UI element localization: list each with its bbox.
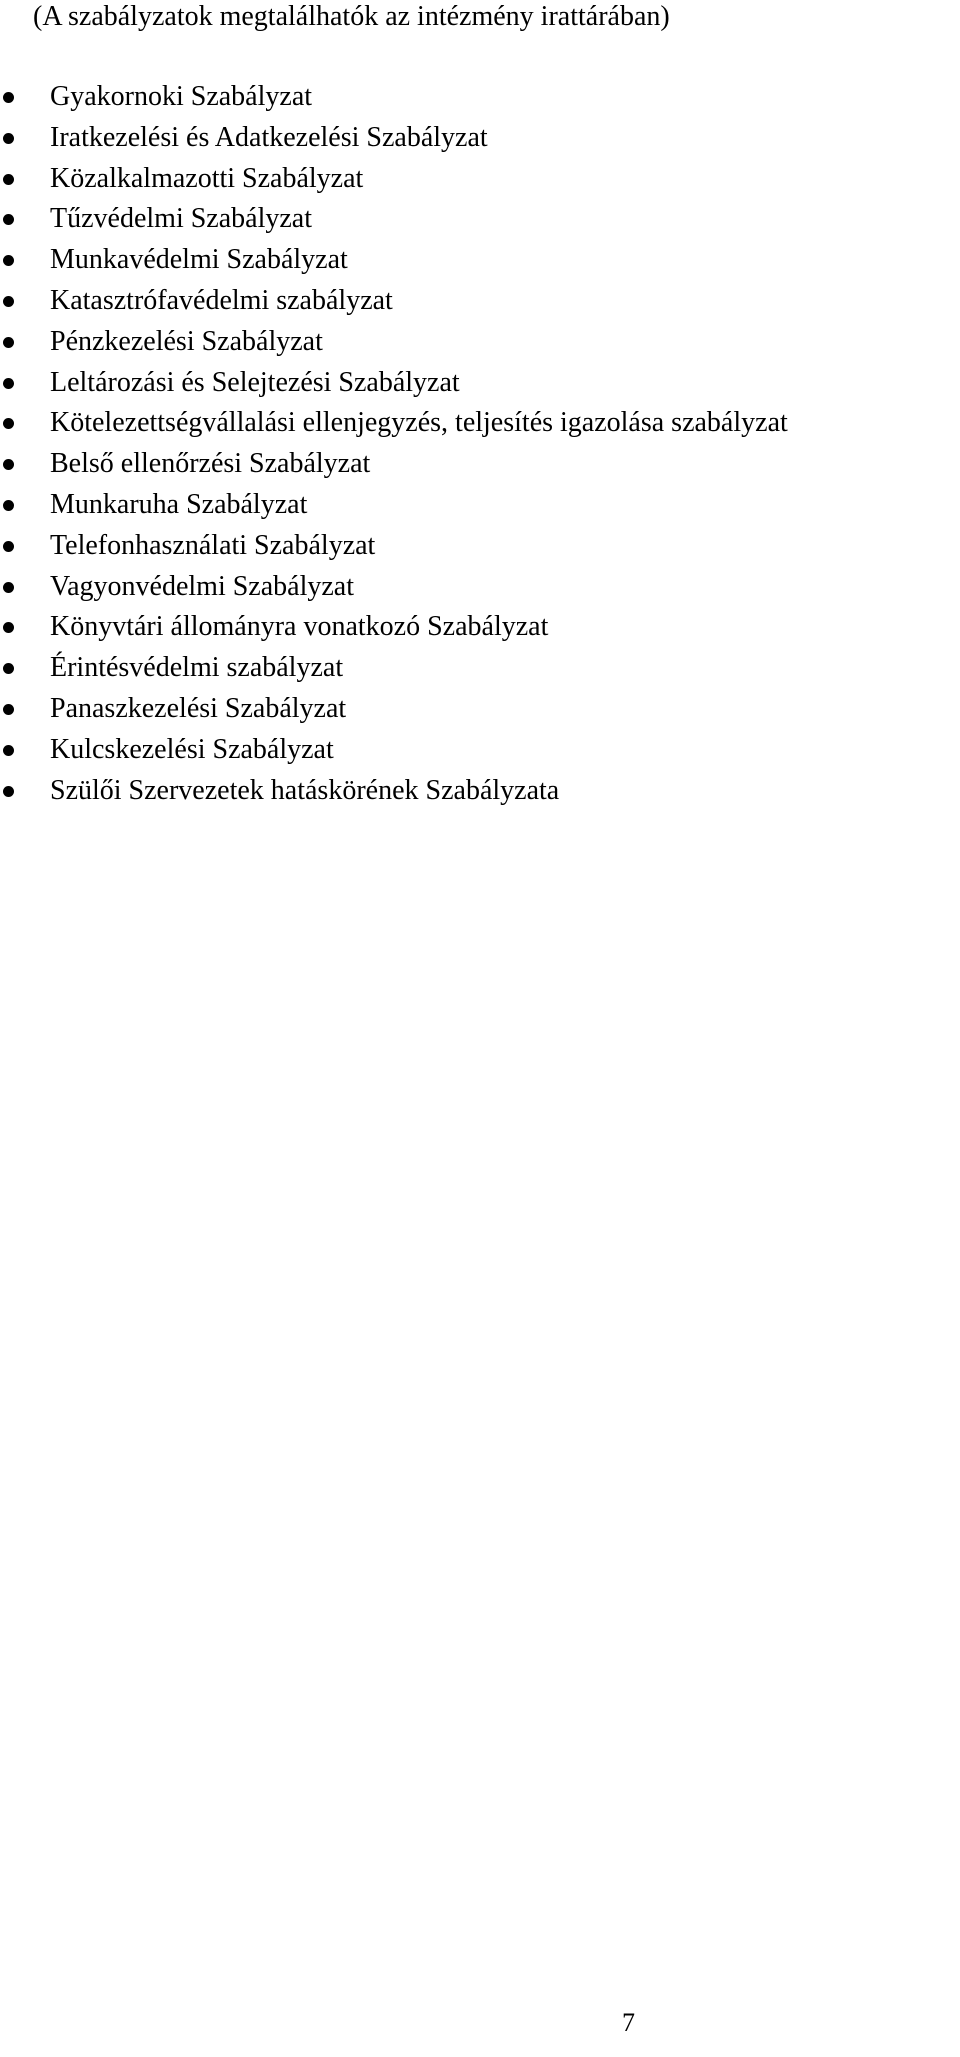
bullet-icon [3,255,14,266]
list-item-label: Katasztrófavédelmi szabályzat [50,284,393,316]
bullet-icon [3,500,14,511]
bullet-icon [3,745,14,756]
list-item [0,77,788,118]
page-number: 7 [622,2008,635,2037]
list-item-label: Tűzvédelmi Szabályzat [50,203,312,235]
list-item-label: Gyakornoki Szabályzat [50,81,313,112]
bullet-icon [3,214,14,225]
list-item [0,648,788,689]
list-item-label: Munkaruha Szabályzat [50,488,308,520]
bullet-icon [3,582,14,593]
bullet-icon [3,92,14,103]
bullet-icon [3,133,14,144]
list-item [0,281,788,322]
list-item-label: Leltározási és Selejtezési Szabályzat [50,366,460,398]
bullet-icon [3,337,14,348]
list-item [0,118,788,159]
list-item [0,771,788,812]
list-item [0,485,788,526]
list-item [0,240,788,281]
list-item [0,689,788,730]
bullet-icon [3,459,14,470]
list-item-label: Iratkezelési és Adatkezelési Szabályzat [50,121,488,153]
regulations-list [0,77,788,811]
bullet-icon [3,786,14,797]
bullet-icon [3,663,14,674]
list-item [0,403,788,444]
list-item-label: Pénzkezelési Szabályzat [50,325,323,357]
list-item-label: Vagyonvédelmi Szabályzat [50,570,355,602]
bullet-icon [3,174,14,185]
bullet-icon [3,704,14,715]
list-item [0,526,788,567]
list-item [0,730,788,771]
list-item-label: Belső ellenőrzési Szabályzat [50,448,371,480]
list-item-label: Közalkalmazotti Szabályzat [50,162,364,194]
intro-text: (A szabályzatok megtalálhatók az intézmény irattárában) [33,1,670,32]
list-item-label: Kulcskezelési Szabályzat [50,733,334,765]
list-item-label: Könyvtári állományra vonatkozó Szabályzat [50,611,549,643]
list-item [0,444,788,485]
bullet-icon [3,296,14,307]
bullet-icon [3,418,14,429]
bullet-icon [3,622,14,633]
list-item [0,363,788,404]
list-item-label: Kötelezettségvállalási ellenjegyzés, teljesítés igazolása szabályzat [50,407,788,439]
list-item [0,199,788,240]
list-item-label: Szülői Szervezetek hatáskörének Szabályzata [50,774,560,806]
list-item-label: Munkavédelmi Szabályzat [50,244,348,276]
list-item [0,607,788,648]
list-item [0,322,788,363]
list-item [0,567,788,608]
bullet-icon [3,541,14,552]
list-item [0,159,788,200]
list-item-label: Érintésvédelmi szabályzat [50,652,344,684]
bullet-icon [3,378,14,389]
list-item-label: Panaszkezelési Szabályzat [50,692,347,724]
list-item-label: Telefonhasználati Szabályzat [50,529,376,561]
